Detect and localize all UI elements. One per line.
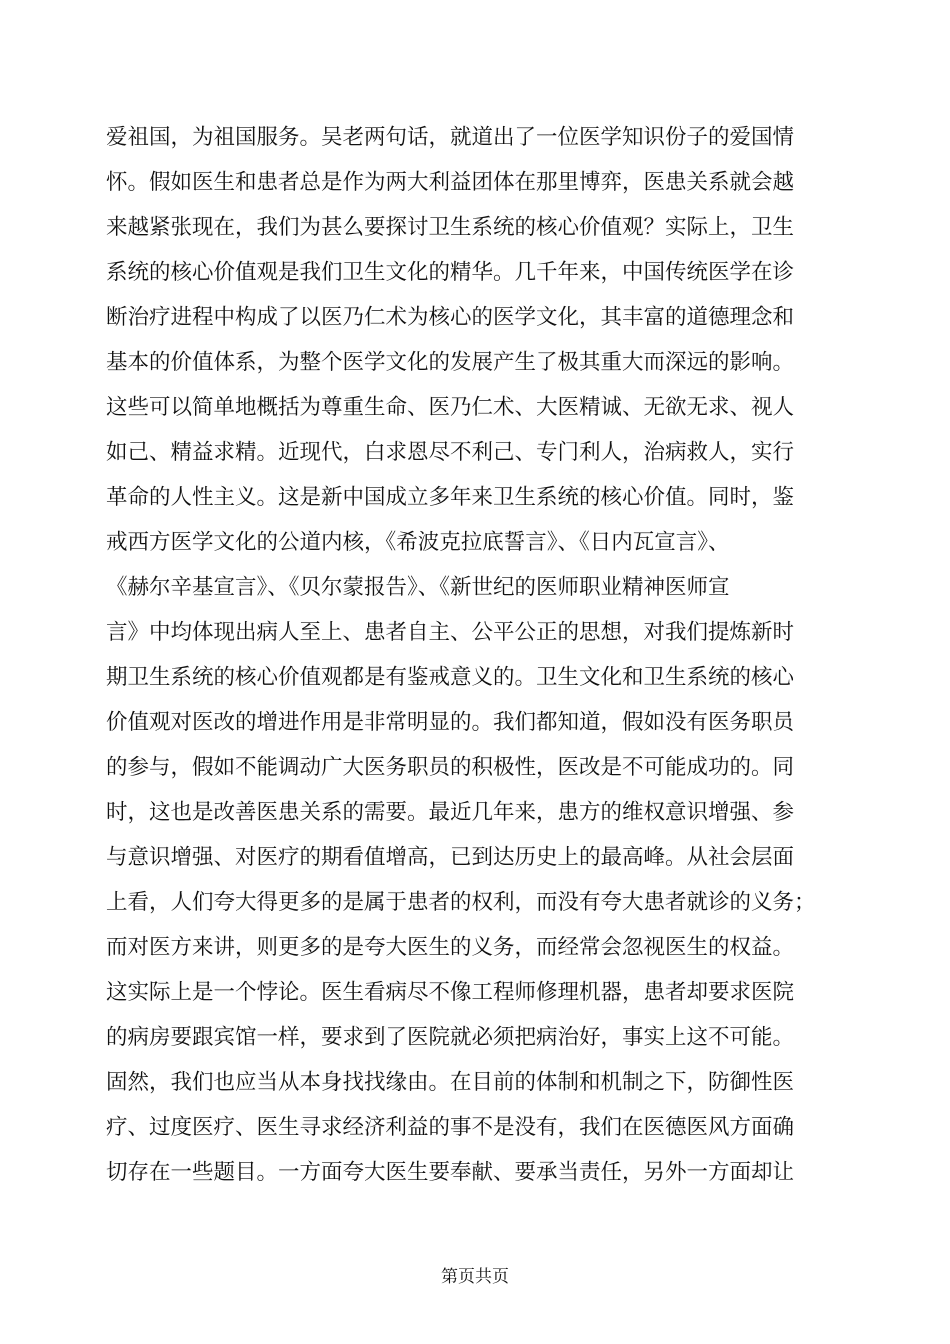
text-line: 言》中均体现出病人至上、患者自主、公平公正的思想，对我们提炼新时 (106, 620, 795, 645)
text-line: 而对医方来讲，则更多的是夸大医生的义务，而经常会忽视医生的权益。 (106, 935, 795, 960)
text-line: 这实际上是一个悖论。医生看病尽不像工程师修理机器，患者却要求医院 (106, 980, 795, 1005)
text-line: 价值观对医改的增进作用是非常明显的。我们都知道，假如没有医务职员 (106, 710, 795, 735)
text-line: 革命的人性主义。这是新中国成立多年来卫生系统的核心价值。同时，鉴 (106, 485, 795, 510)
text-line: 与意识增强、对医疗的期看值增高，已到达历史上的最高峰。从社会层面 (106, 845, 795, 870)
text-line: 期卫生系统的核心价值观都是有鉴戒意义的。卫生文化和卫生系统的核心 (106, 665, 795, 690)
text-line: 《赫尔辛基宣言》、《贝尔蒙报告》、《新世纪的医师职业精神医师宣 (106, 575, 730, 600)
text-line: 怀。假如医生和患者总是作为两大利益团体在那里博弈，医患关系就会越 (106, 170, 795, 195)
page-number-label: 第页共页 (441, 1267, 509, 1287)
text-line: 固然，我们也应当从本身找找缘由。在目前的体制和机制之下，防御性医 (106, 1070, 795, 1095)
text-line: 时，这也是改善医患关系的需要。最近几年来，患方的维权意识增强、参 (106, 800, 795, 825)
body-text (106, 115, 846, 1195)
text-line: 切存在一些题目。一方面夸大医生要奉献、要承当责任，另外一方面却让 (106, 1160, 795, 1185)
text-line: 的病房要跟宾馆一样，要求到了医院就必须把病治好，事实上这不可能。 (106, 1025, 795, 1050)
text-line: 上看，人们夸大得更多的是属于患者的权利，而没有夸大患者就诊的义务； (106, 890, 816, 915)
text-line: 疗、过度医疗、医生寻求经济利益的事不是没有，我们在医德医风方面确 (106, 1115, 795, 1140)
text-line: 这些可以简单地概括为尊重生命、医乃仁术、大医精诚、无欲无求、视人 (106, 395, 795, 420)
text-line: 的参与，假如不能调动广大医务职员的积极性，医改是不可能成功的。同 (106, 755, 795, 780)
page-footer (0, 1262, 950, 1287)
text-line: 来越紧张现在，我们为甚么要探讨卫生系统的核心价值观？实际上，卫生 (106, 215, 795, 240)
text-line: 系统的核心价值观是我们卫生文化的精华。几千年来，中国传统医学在诊 (106, 260, 795, 285)
text-line: 爱祖国，为祖国服务。吴老两句话，就道出了一位医学知识份子的爱国情 (106, 125, 795, 150)
text-line: 基本的价值体系，为整个医学文化的发展产生了极其重大而深远的影响。 (106, 350, 795, 375)
text-line: 断治疗进程中构成了以医乃仁术为核心的医学文化，其丰富的道德理念和 (106, 305, 795, 330)
text-line: 戒西方医学文化的公道内核，《希波克拉底誓言》、《日内瓦宣言》、 (106, 530, 730, 555)
text-line: 如己、精益求精。近现代，白求恩尽不利己、专门利人，治病救人，实行 (106, 440, 795, 465)
